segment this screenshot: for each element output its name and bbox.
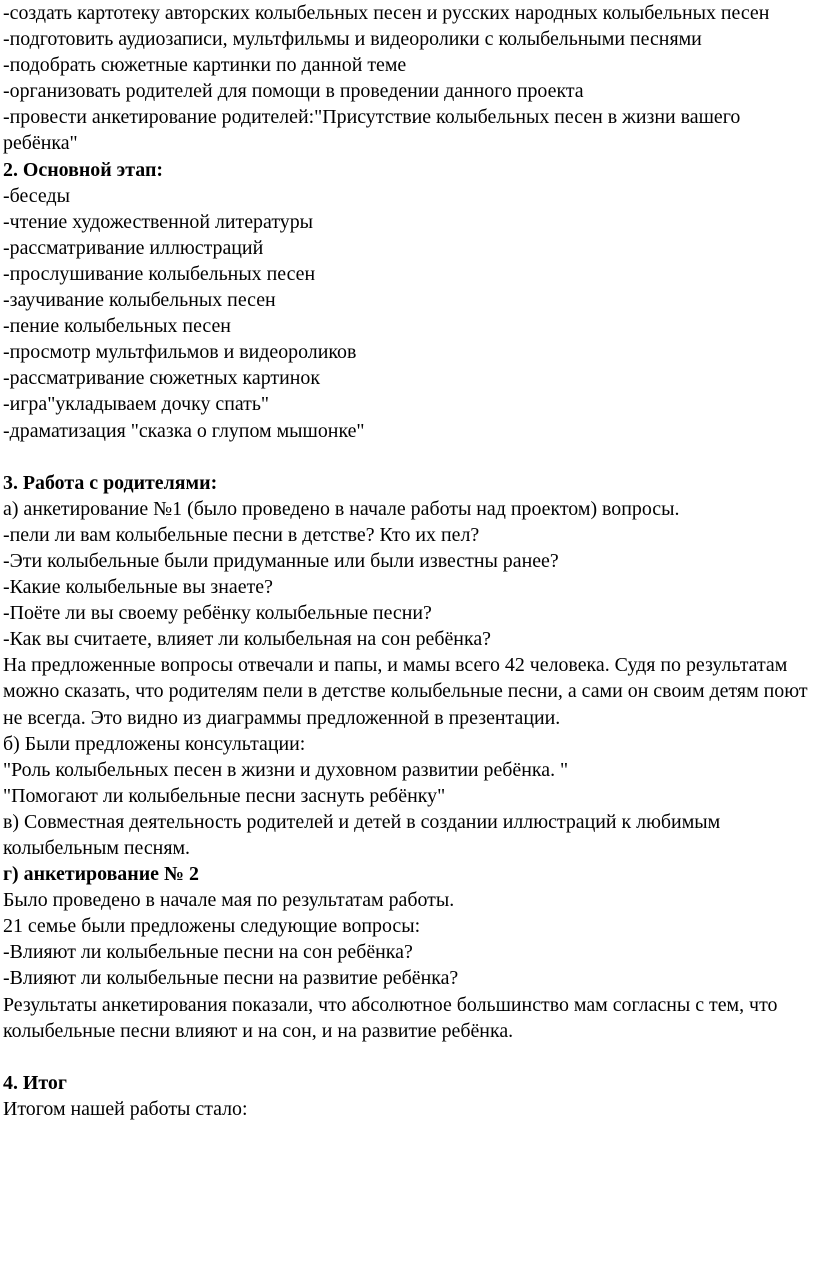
paragraph: -Влияют ли колыбельные песни на развитие ребёнка? — [3, 967, 459, 990]
section-heading — [3, 157, 813, 183]
paragraph: -провести анкетирование родителей:"Присутствие колыбельных песен в жизни вашего ребёнка" — [3, 106, 741, 155]
paragraph: -создать картотеку авторских колыбельных песен и русских народных колыбельных песен — [3, 2, 770, 24]
section-heading-text: 3. Работа с родителями: — [3, 471, 218, 494]
paragraph: Было проведено в начале мая по результатам работы. — [3, 889, 455, 912]
paragraph: -Эти колыбельные были придуманные или были известны ранее? — [3, 549, 559, 572]
paragraph: -подготовить аудиозаписи, мультфильмы и видеоролики с колыбельными песнями — [3, 28, 702, 51]
paragraph: -пение колыбельных песен — [3, 315, 231, 338]
paragraph: -Влияют ли колыбельные песни на сон ребёнка? — [3, 941, 413, 964]
section-heading — [3, 470, 813, 496]
paragraph: На предложенные вопросы отвечали и папы, и мамы всего 42 человека. Судя по результатам можно сказать, что родителям пели в детстве колыбельные песни, а сами он своим детям поют не всегда. Это видно из диаграммы предложенной в презентации. — [3, 654, 808, 729]
section-heading-text: 4. Итог — [3, 1071, 67, 1094]
paragraph: -Как вы считаете, влияет ли колыбельная на сон ребёнка? — [3, 628, 491, 651]
paragraph: -просмотр мультфильмов и видеороликов — [3, 341, 357, 364]
blank-line — [3, 444, 813, 470]
paragraph: "Роль колыбельных песен в жизни и духовном развитии ребёнка. " — [3, 758, 569, 781]
section-heading-text: г) анкетирование № 2 — [3, 863, 199, 886]
paragraph: -Поёте ли вы своему ребёнку колыбельные песни? — [3, 602, 432, 625]
paragraph: а) анкетирование №1 (было проведено в начале работы над проектом) вопросы. — [3, 497, 680, 520]
paragraph: Итогом нашей работы стало: — [3, 1097, 248, 1120]
paragraph: -Какие колыбельные вы знаете? — [3, 576, 273, 599]
paragraph: -организовать родителей для помощи в проведении данного проекта — [3, 80, 584, 103]
paragraph: в) Совместная деятельность родителей и детей в создании иллюстраций к любимым колыбельным песням. — [3, 810, 721, 859]
paragraph: -чтение художественной литературы — [3, 210, 314, 233]
paragraph: -прослушивание колыбельных песен — [3, 262, 316, 285]
paragraph: -рассматривание иллюстраций — [3, 236, 264, 259]
paragraph: -драматизация "сказка о глупом мышонке" — [3, 419, 365, 442]
paragraph: -подобрать сюжетные картинки по данной теме — [3, 54, 407, 77]
paragraph: -беседы — [3, 184, 70, 207]
paragraph: Результаты анкетирования показали, что абсолютное большинство мам согласны с тем, что колыбельные песни влияют и на сон, и на развитие ребёнка. — [3, 993, 778, 1042]
paragraph: -пели ли вам колыбельные песни в детстве? Кто их пел? — [3, 523, 480, 546]
paragraph: -игра"укладываем дочку спать" — [3, 393, 270, 416]
paragraph: б) Были предложены консультации: — [3, 732, 306, 755]
blank-line — [3, 1044, 813, 1070]
section-heading — [3, 1070, 813, 1096]
document-body — [3, 0, 813, 1122]
section-heading-text: 2. Основной этап: — [3, 158, 164, 181]
paragraph: -заучивание колыбельных песен — [3, 289, 276, 312]
section-heading — [3, 861, 813, 887]
paragraph: "Помогают ли колыбельные песни заснуть ребёнку" — [3, 784, 446, 807]
paragraph: -рассматривание сюжетных картинок — [3, 367, 320, 390]
paragraph: 21 семье были предложены следующие вопросы: — [3, 915, 421, 938]
